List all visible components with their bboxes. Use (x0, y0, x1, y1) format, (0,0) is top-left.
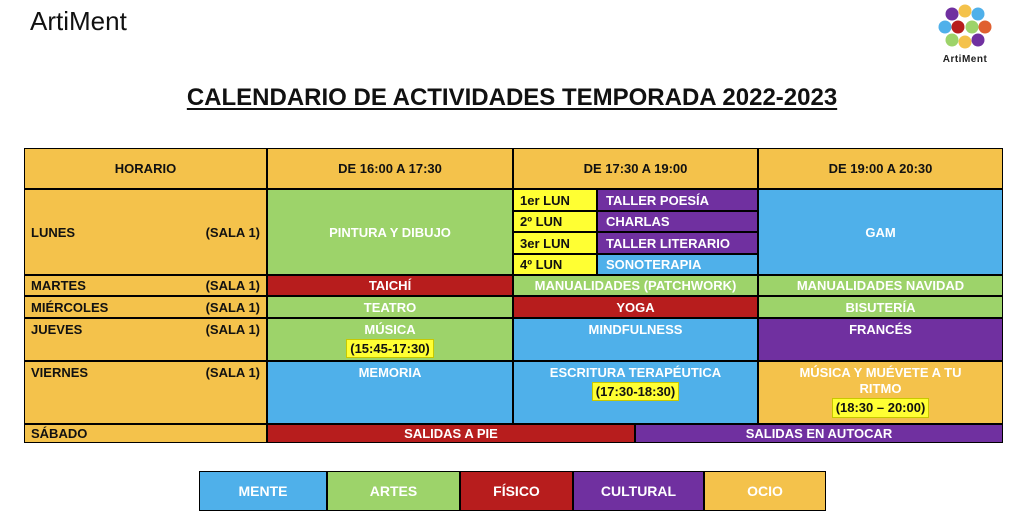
activity-viernes-slot-1: MEMORIA (267, 361, 513, 424)
day-lunes (24, 189, 267, 275)
lunes-week-4-activity: SONOTERAPIA (597, 254, 758, 275)
day-room: (SALA 1) (205, 278, 260, 293)
header-slot-1: DE 16:00 A 17:30 (267, 148, 513, 189)
activity-viernes-slot-2: ESCRITURA TERAPÉUTICA (17:30-18:30) (513, 361, 758, 424)
activity-jueves-slot-3: FRANCÉS (758, 318, 1003, 361)
lunes-week-2: 2º LUN (513, 211, 597, 232)
day-room: (SALA 1) (205, 365, 260, 380)
day-miercoles (24, 296, 267, 318)
day-room: (SALA 1) (205, 224, 260, 240)
legend-artes: ARTES (327, 471, 460, 511)
activity-viernes-slot-3: MÚSICA Y MUÉVETE A TU RITMO (18:30 – 20:00) (758, 361, 1003, 424)
lunes-week-1: 1er LUN (513, 189, 597, 211)
day-martes (24, 275, 267, 296)
activity-miercoles-slot-3: BISUTERÍA (758, 296, 1003, 318)
header-slot-3: DE 19:00 A 20:30 (758, 148, 1003, 189)
activity-sabado-b: SALIDAS EN AUTOCAR (635, 424, 1003, 443)
lunes-week-3: 3er LUN (513, 232, 597, 254)
legend-mente: MENTE (199, 471, 327, 511)
brand-name: ArtiMent (30, 6, 127, 36)
lunes-week-3-activity: TALLER LITERARIO (597, 232, 758, 254)
activity-jueves-slot-2: MINDFULNESS (513, 318, 758, 361)
logo-text: ArtiMent (942, 54, 988, 65)
header-slot-2: DE 17:30 A 19:00 (513, 148, 758, 189)
legend-ocio: OCIO (704, 471, 826, 511)
activity-lunes-slot-3: GAM (758, 189, 1003, 275)
activity-martes-slot-3: MANUALIDADES NAVIDAD (758, 275, 1003, 296)
lunes-week-2-activity: CHARLAS (597, 211, 758, 232)
day-name: LUNES (31, 224, 76, 240)
activity-lunes-slot-1: PINTURA Y DIBUJO (267, 189, 513, 275)
day-name: VIERNES (31, 365, 89, 380)
time-badge: (18:30 – 20:00) (832, 398, 930, 418)
legend-fisico: FÍSICO (460, 471, 573, 511)
day-name: MIÉRCOLES (31, 299, 109, 315)
day-name: JUEVES (31, 322, 83, 337)
day-room: (SALA 1) (205, 322, 260, 337)
day-room: (SALA 1) (205, 299, 260, 315)
activity-martes-slot-2: MANUALIDADES (PATCHWORK) (513, 275, 758, 296)
time-badge: (15:45-17:30) (346, 339, 434, 358)
page-title-text: CALENDARIO DE ACTIVIDADES TEMPORADA 2022-2023 (186, 84, 838, 111)
day-viernes (24, 361, 267, 424)
time-badge: (17:30-18:30) (592, 382, 680, 401)
activity-miercoles-slot-1: TEATRO (267, 296, 513, 318)
day-jueves (24, 318, 267, 361)
activity-miercoles-slot-2: YOGA (513, 296, 758, 318)
activity-sabado-a: SALIDAS A PIE (267, 424, 635, 443)
lunes-week-4: 4º LUN (513, 254, 597, 275)
activity-martes-slot-1: TAICHÍ (267, 275, 513, 296)
category-legend (199, 471, 826, 511)
activity-jueves-slot-1: MÚSICA (15:45-17:30) (267, 318, 513, 361)
day-name: SÁBADO (31, 426, 88, 441)
day-sabado (24, 424, 267, 443)
lunes-week-1-activity: TALLER POESÍA (597, 189, 758, 211)
schedule-table (24, 148, 1003, 443)
header-horario: HORARIO (24, 148, 267, 189)
artiment-logo (930, 2, 1000, 68)
legend-cultural: CULTURAL (573, 471, 704, 511)
day-name: MARTES (31, 278, 86, 293)
page-title (0, 84, 1024, 112)
